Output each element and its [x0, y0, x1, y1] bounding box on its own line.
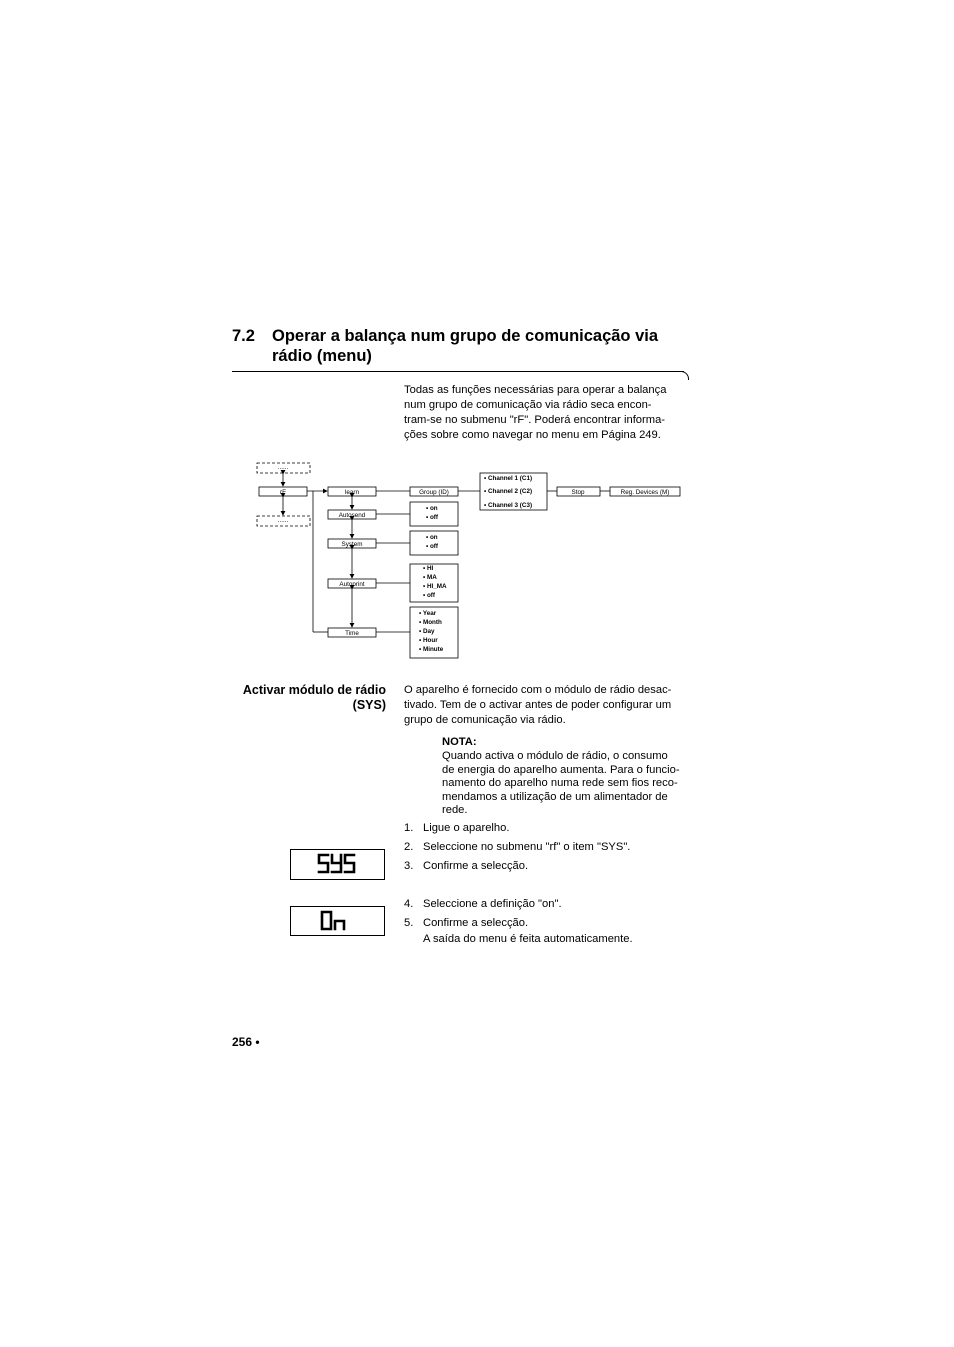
time-opt: • Year — [419, 610, 437, 617]
menu-system: System — [341, 541, 363, 548]
time-opt: • Minute — [419, 646, 444, 653]
autosend-opt: • on — [426, 505, 438, 512]
lcd-sys-segments — [291, 850, 384, 879]
autoprint-opt: • HI — [423, 565, 434, 572]
autoprint-opt: • HI_MA — [423, 583, 447, 590]
autoprint-opt: • MA — [423, 574, 437, 581]
activate-line: grupo de comunicação via rádio. — [404, 714, 566, 726]
step-4 — [404, 897, 704, 912]
intro-paragraph — [404, 383, 694, 443]
step-text: Confirme a selecção. — [423, 917, 529, 929]
channel-3: • Channel 3 (C3) — [484, 502, 533, 509]
step-5 — [404, 916, 704, 948]
intro-line: Todas as funções necessárias para operar a balança — [404, 384, 667, 396]
note-body — [442, 750, 696, 818]
time-opt: • Day — [419, 628, 435, 635]
autosend-opt: • off — [426, 514, 438, 521]
activate-line: O aparelho é fornecido com o módulo de rádio desac- — [404, 684, 672, 696]
channel-1: • Channel 1 (C1) — [484, 475, 533, 482]
time-opt: • Hour — [419, 637, 438, 644]
section-number: 7.2 — [232, 327, 255, 345]
menu-learn: learn — [344, 489, 360, 496]
step-5-extra: A saída do menu é feita automaticamente. — [423, 933, 633, 945]
lcd-display-on — [290, 906, 385, 936]
step-number: 2. — [404, 841, 414, 853]
intro-line: num grupo de comunicação via rádio seca encon- — [404, 399, 652, 411]
rf-label: rF — [280, 489, 286, 496]
step-number: 4. — [404, 898, 414, 910]
dots-top: ...... — [277, 464, 289, 471]
lcd-display-sys — [290, 849, 385, 880]
intro-line: tram-se no submenu "rF". Poderá encontrar informa- — [404, 414, 666, 426]
note-line: de energia do aparelho aumenta. Para o funcio- — [442, 763, 680, 776]
note-line: namento do aparelho numa rede sem fios reco- — [442, 777, 678, 789]
side-heading — [232, 683, 386, 713]
step-number: 3. — [404, 860, 414, 872]
step-1 — [404, 821, 704, 836]
lcd-on-segments — [291, 907, 384, 935]
note-title: NOTA: — [442, 736, 477, 748]
note-line: mendamos a utilização de um alimentador de — [442, 790, 668, 803]
side-heading-line: Activar módulo de rádio — [242, 683, 386, 697]
system-opt: • off — [426, 543, 438, 550]
page-number: 256 • — [232, 1035, 260, 1049]
menu-diagram — [250, 458, 690, 664]
note-line: Quando activa o módulo de rádio, o consumo — [442, 750, 668, 762]
dots-bottom: ...... — [277, 517, 289, 524]
reg-devices-label: Reg. Devices (M) — [620, 489, 670, 496]
menu-time: Time — [345, 630, 359, 637]
intro-line: ções sobre como navegar no menu em Página 249. — [404, 429, 661, 441]
note-line: rede. — [442, 804, 468, 816]
side-heading-line: (SYS) — [352, 698, 386, 712]
step-text: Seleccione no submenu "rf" o item "SYS". — [423, 841, 631, 853]
group-label: Group (ID) — [419, 489, 449, 496]
channel-2: • Channel 2 (C2) — [484, 488, 533, 495]
system-opt: • on — [426, 534, 438, 541]
heading-rule — [232, 371, 684, 372]
activate-paragraph — [404, 683, 696, 728]
step-3 — [404, 859, 704, 874]
step-number: 5. — [404, 917, 414, 929]
step-number: 1. — [404, 822, 414, 834]
section-title: Operar a balança num grupo de comunicação via rádio (menu) — [272, 327, 659, 365]
activate-line: tivado. Tem de o activar antes de poder configurar um — [404, 699, 672, 711]
time-opt: • Month — [419, 619, 442, 626]
menu-autosend: Autosend — [338, 512, 366, 519]
menu-autoprint: Autoprint — [339, 581, 365, 588]
stop-label: Stop — [571, 489, 585, 496]
step-text: Seleccione a definição "on". — [423, 898, 562, 910]
heading-rule-corner — [680, 371, 689, 380]
step-2 — [404, 840, 704, 855]
step-text: Ligue o aparelho. — [423, 822, 510, 834]
step-text: Confirme a selecção. — [423, 860, 529, 872]
autoprint-opt: • off — [423, 592, 435, 599]
